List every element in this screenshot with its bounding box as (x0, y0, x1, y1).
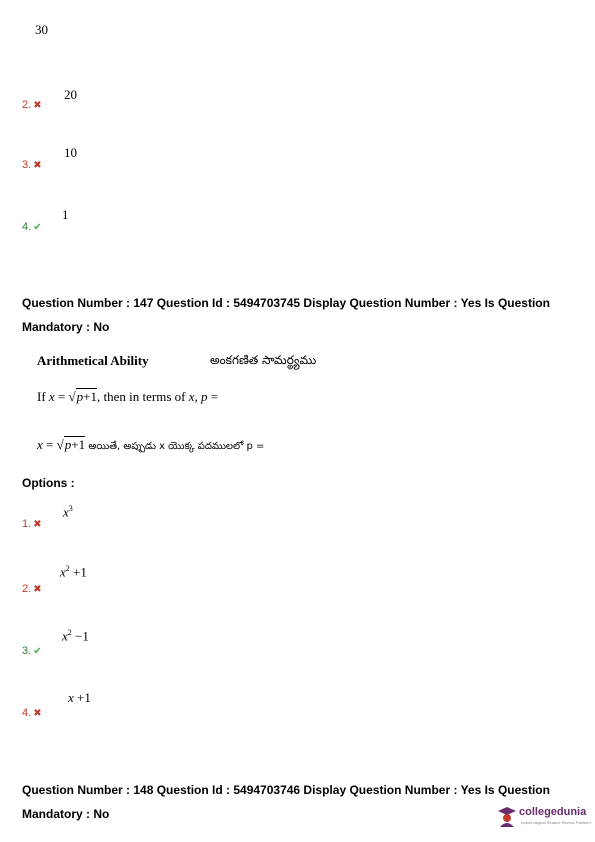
cross-icon: ✖ (33, 519, 42, 530)
option-4 (22, 217, 42, 235)
option-4 (22, 703, 42, 721)
question-header: Question Number : 147 Question Id : 5494703745 Display Question Number : Yes Is Question (22, 296, 550, 310)
cross-icon: ✖ (33, 708, 42, 719)
option-number: 4. (22, 221, 32, 233)
option-number: 2. (22, 583, 32, 595)
question-mandatory: Mandatory : No (22, 320, 110, 334)
option-2 (22, 95, 42, 113)
option-number: 3. (22, 159, 32, 171)
option-3 (22, 641, 42, 659)
question-mandatory: Mandatory : No (22, 807, 110, 821)
option-1-value: 30 (35, 22, 48, 37)
option-value: $x^2 -1$ (62, 628, 89, 644)
option-value: $x^2 +1$ (60, 564, 87, 580)
option-3 (22, 155, 42, 173)
option-value: $x^3$ (63, 504, 73, 520)
logo-tagline: India's largest Student Review Platform (521, 820, 591, 825)
subject-english: Arithmetical Ability (37, 353, 149, 368)
question-header: Question Number : 148 Question Id : 5494703746 Display Question Number : Yes Is Question (22, 783, 550, 797)
options-label: Options : (22, 476, 75, 490)
option-2 (22, 579, 42, 597)
cross-icon: ✖ (33, 160, 42, 171)
option-value: 20 (64, 87, 77, 102)
check-icon: ✔ (33, 222, 42, 233)
option-number: 3. (22, 645, 32, 657)
option-value: x +1 (68, 690, 91, 705)
option-number: 2. (22, 99, 32, 111)
logo-name: collegedunia (519, 806, 587, 818)
option-number: 4. (22, 707, 32, 719)
option-1 (22, 514, 42, 532)
question-telugu: x = √p+1 అయితే, అప్పుడు x యొక్క పదములలో p = (37, 437, 265, 452)
question-suffix: , then in terms of (97, 389, 186, 404)
question-prefix: If (37, 389, 46, 404)
option-value: 10 (64, 145, 77, 160)
cross-icon: ✖ (33, 100, 42, 111)
question-english: If x = √p+1, then in terms of x, p = (37, 389, 219, 404)
collegedunia-logo (495, 800, 595, 832)
check-icon: ✔ (33, 646, 42, 657)
question-telugu-text: అయితే, అప్పుడు x యొక్క పదములలో p = (88, 441, 265, 452)
cross-icon: ✖ (33, 584, 42, 595)
option-number: 1. (22, 518, 32, 530)
option-value: 1 (62, 207, 69, 222)
subject-telugu: అంకగణిత సామర్థ్యము (210, 353, 317, 367)
graduate-icon (497, 805, 517, 827)
